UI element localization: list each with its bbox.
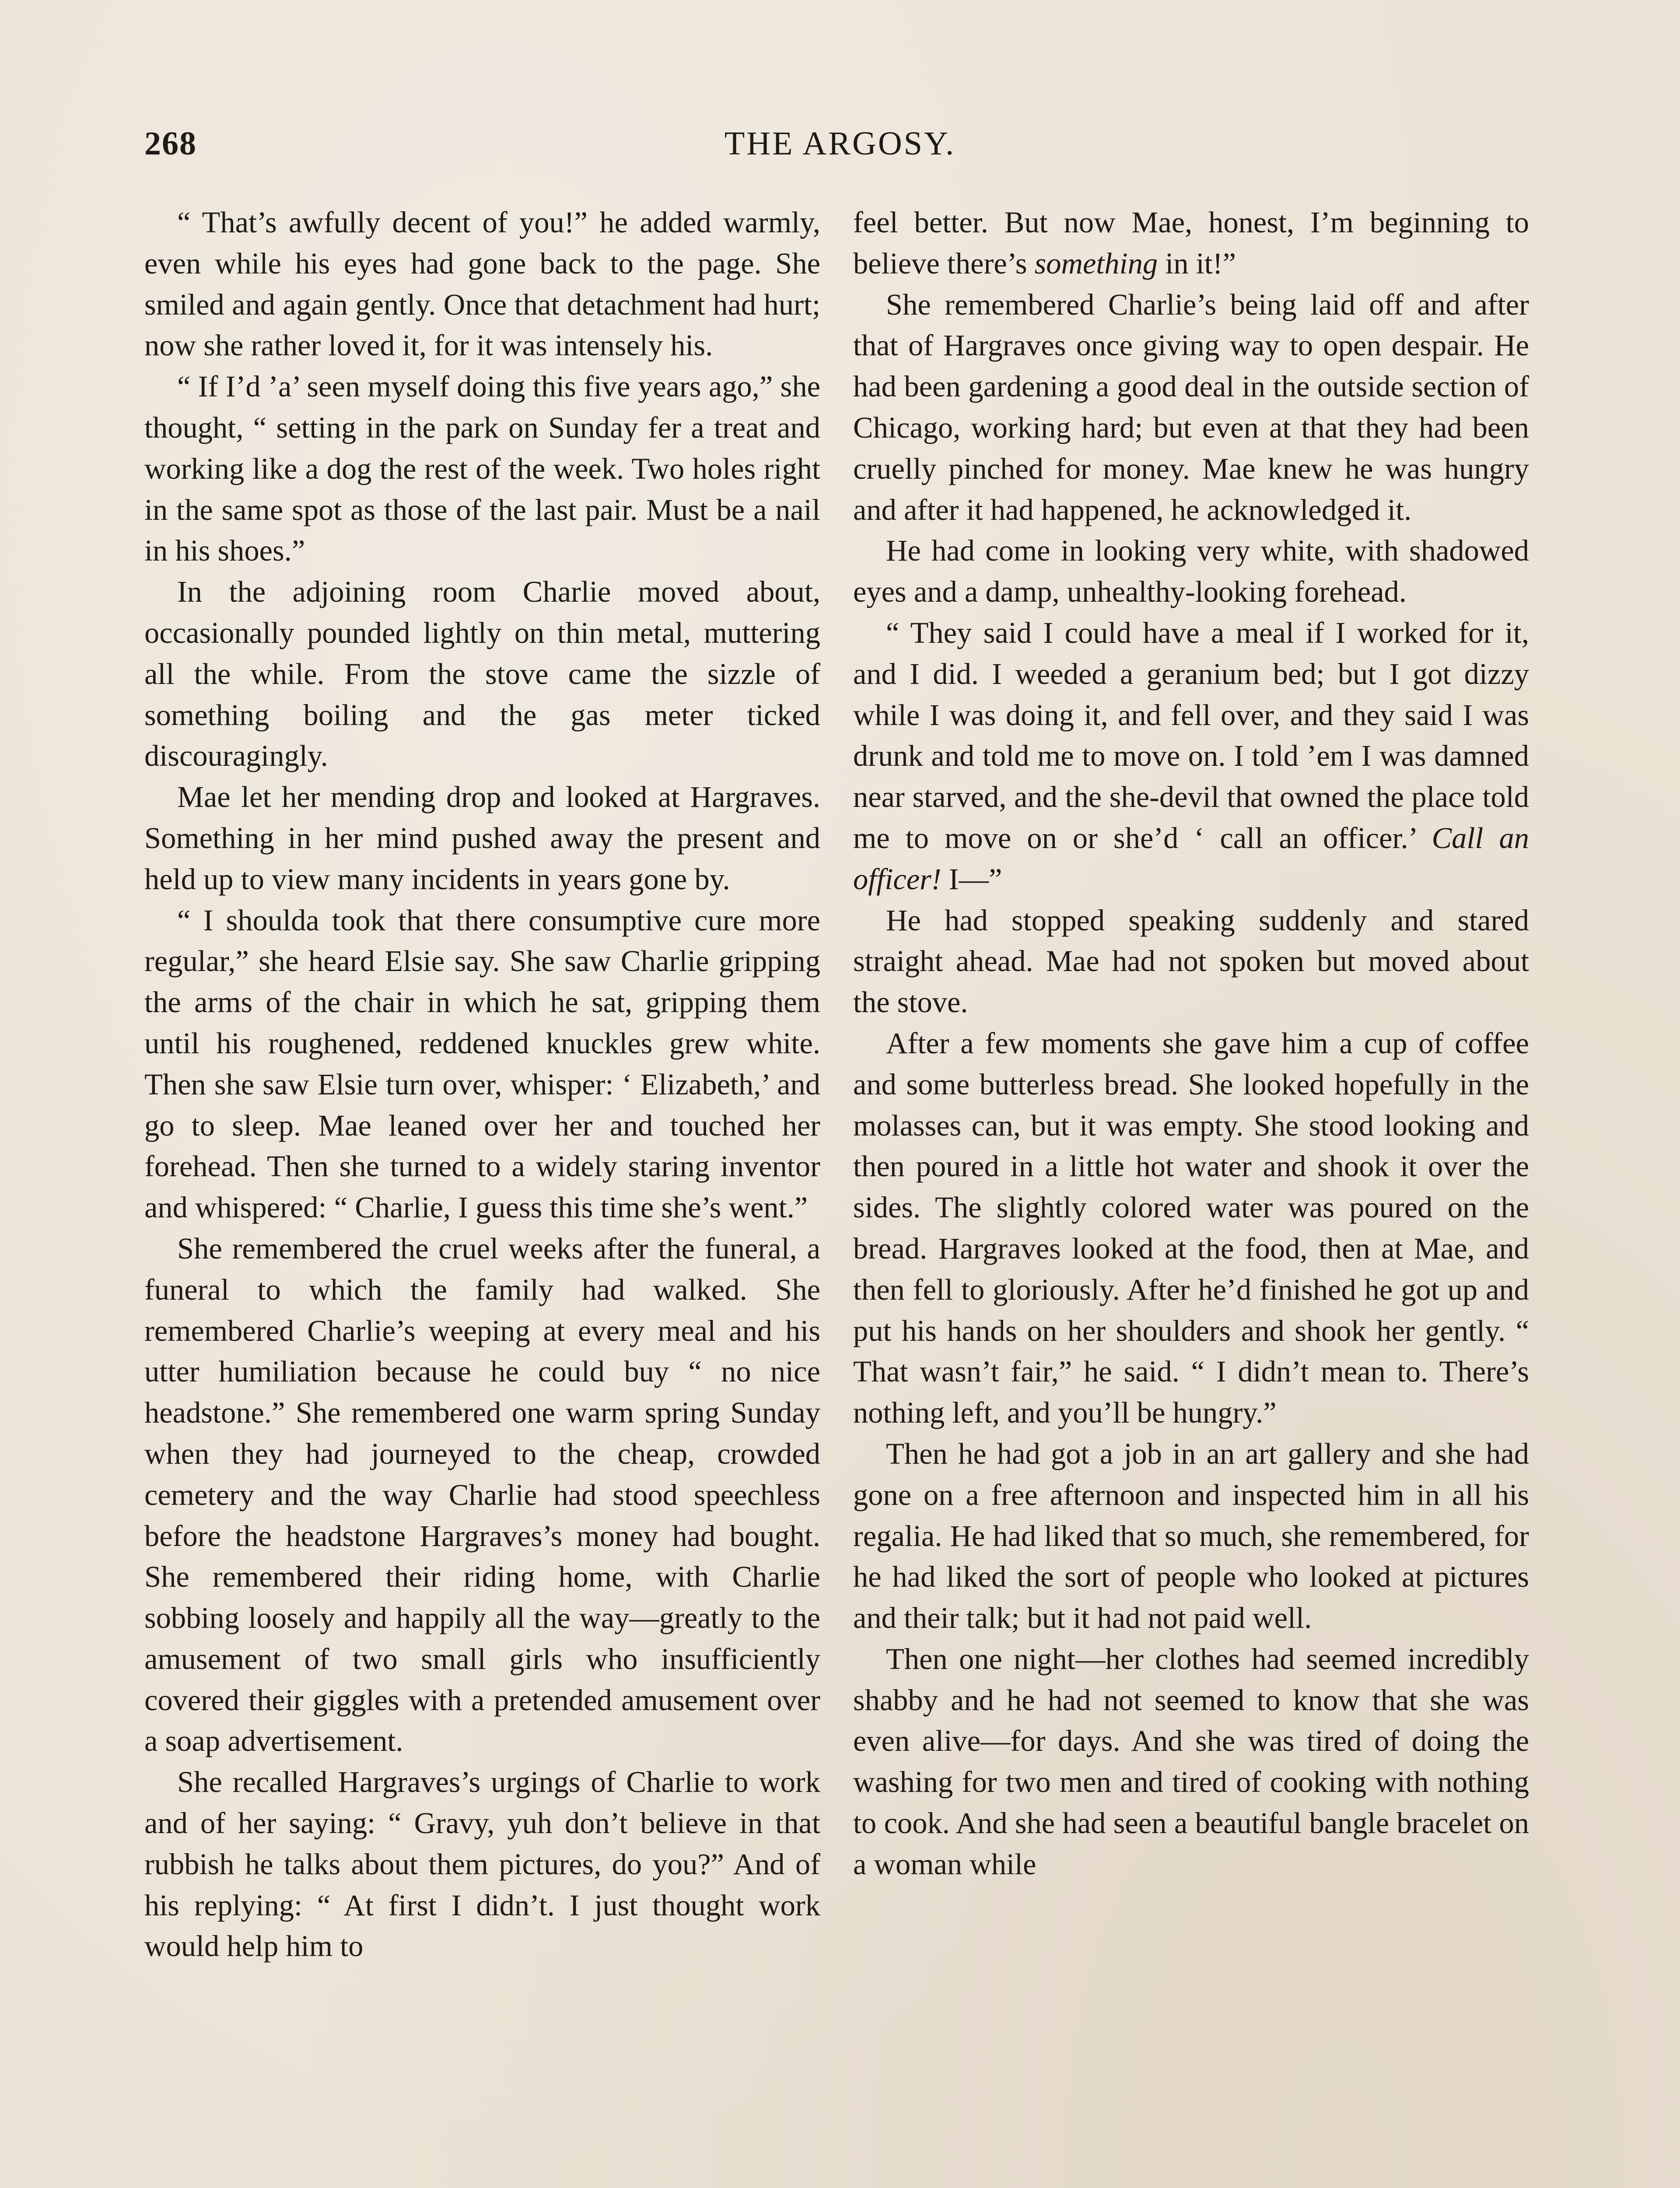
left-column [144, 202, 820, 1967]
right-column [853, 202, 1529, 1885]
paragraph-text: “ They said I could have a meal if I worked for it, and I did. I weeded a geranium bed; but I got dizzy while I was doing it, and fell over, and they said I was drunk and told me to move on. I told ’em I was damned near starved, and the she-devil that owned the place told me to move on or she’d ‘ call an officer.’ [853, 616, 1529, 855]
emphasis-text: Call an officer! [853, 821, 1530, 896]
paragraph: “ If I’d ’a’ seen myself doing this five years ago,” she thought, “ setting in the park on Sunday fer a treat and working like a dog the rest of the week. Two holes right in the same spot as those of the last pair. Must be a nail in his shoes.” [144, 370, 820, 568]
quote-paragraph [853, 613, 1529, 900]
emphasis-text: something [1034, 246, 1158, 280]
paragraph: In the adjoining room Charlie moved about, occasionally pounded lightly on thin metal, muttering all the while. From the stove came the sizzle of something boiling and the gas meter ticked discouragingly. [144, 575, 820, 773]
paragraph: After a few moments she gave him a cup of coffee and some butterless bread. She looked hopefully in the molasses can, but it was empty. She stood looking and then poured in a little hot water and shook it over the sides. The slightly colored water was poured on the bread. Hargraves looked at the food, then at Mae, and then fell to gloriously. After he’d finished he got up and put his hands on her shoulders and shook her gently. “ That wasn’t fair,” he said. “ I didn’t mean to. There’s nothing left, and you’ll be hungry.” [853, 1026, 1529, 1430]
paragraph: He had come in looking very white, with shadowed eyes and a damp, unhealthy-looking forehead. [853, 534, 1529, 609]
paragraph: Mae let her mending drop and looked at Hargraves. Something in her mind pushed away the present and held up to view many incidents in years gone by. [144, 780, 820, 896]
page-header [144, 125, 1536, 173]
paragraph: She recalled Hargraves’s urgings of Charlie to work and of her saying: “ Gravy, yuh don’t believe in that rubbish he talks about them pictures, do you?” And of his replying: “ At first I didn’t. I just thought work would help him to [144, 1765, 820, 1963]
paragraph: Then he had got a job in an art gallery and she had gone on a free afternoon and inspected him in all his regalia. He had liked that so much, she remembered, for he had liked the sort of people who looked at pictures and their talk; but it had not paid well. [853, 1437, 1529, 1635]
paragraph: She remembered the cruel weeks after the funeral, a funeral to which the family had walked. She remembered Charlie’s weeping at every meal and his utter humiliation because he could buy “ no nice headstone.” She remembered one warm spring Sunday when they had journeyed to the cheap, crowded cemetery and the way Charlie had stood speechless before the headstone Hargraves’s money had bought. She remembered their riding home, with Charlie sobbing loosely and happily all the way—greatly to the amusement of two small girls who insufficiently covered their giggles with a pretended amusement over a soap advertisement. [144, 1231, 820, 1758]
paragraph: She remembered Charlie’s being laid off and after that of Hargraves once giving way to open despair. He had been gardening a good deal in the outside section of Chicago, working hard; but even at that they had been cruelly pinched for money. Mae knew he was hungry and after it had happened, he acknowledged it. [853, 288, 1529, 526]
paragraph: “ I shoulda took that there consumptive cure more regular,” she heard Elsie say. She saw Charlie gripping the arms of the chair in which he sat, gripping them until his roughened, reddened knuckles grew white. Then she saw Elsie turn over, whisper: ‘ Elizabeth,’ and go to sleep. Mae leaned over her and touched her forehead. Then she turned to a widely staring inventor and whispered: “ Charlie, I guess this time she’s went.” [144, 903, 820, 1224]
paragraph-text: I—” [948, 862, 1002, 896]
paragraph-text: in it!” [1165, 246, 1236, 280]
continued-paragraph [853, 202, 1529, 284]
paragraph: “ That’s awfully decent of you!” he added warmly, even while his eyes had gone back to the page. She smiled and again gently. Once that detachment had hurt; now she rather loved it, for it was intensely his. [144, 206, 820, 362]
paragraph-text: feel better. But now Mae, honest, I’m beginning to believe there’s [853, 206, 1529, 280]
paragraph: He had stopped speaking suddenly and stared straight ahead. Mae had not spoken but moved about the stove. [853, 903, 1529, 1019]
running-head: THE ARGOSY. [724, 125, 956, 162]
page-number: 268 [144, 125, 197, 162]
paragraph: Then one night—her clothes had seemed incredibly shabby and he had not seemed to know that she was even alive—for days. And she was tired of doing the washing for two men and tired of cooking with nothing to cook. And she had seen a beautiful bangle bracelet on a woman while [853, 1642, 1529, 1881]
